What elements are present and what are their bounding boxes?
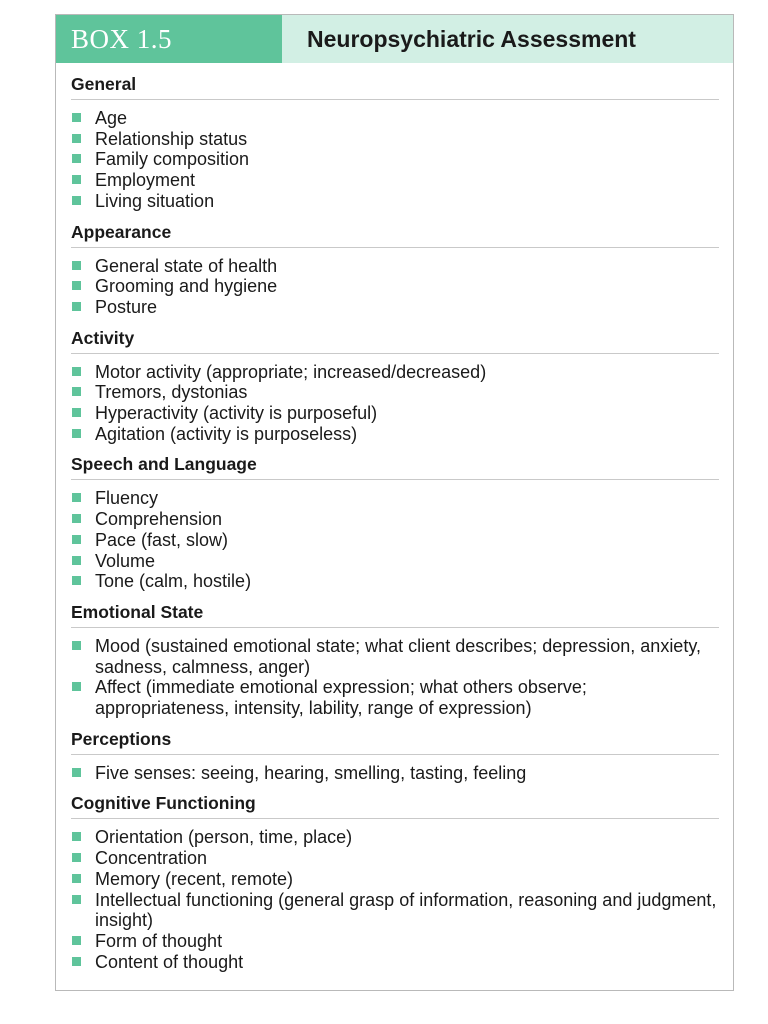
square-bullet-icon [72,429,81,438]
list-item-text: Five senses: seeing, hearing, smelling, tasting, feeling [95,762,527,783]
list-item [71,108,719,129]
list-item-text: Intellectual functioning (general grasp of information, reasoning and judgment, insight) [95,889,717,931]
square-bullet-icon [72,768,81,777]
list-item [71,931,719,952]
list-item [71,382,719,403]
square-bullet-icon [72,957,81,966]
square-bullet-icon [72,281,81,290]
square-bullet-icon [72,682,81,691]
list-item [71,571,719,592]
list-item [71,890,719,931]
list-item-text: Fluency [95,488,159,509]
box-content [56,63,733,972]
list-item-text: Posture [95,296,158,317]
list-item [71,827,719,848]
list-item [71,170,719,191]
section-list-perceptions [71,763,719,784]
square-bullet-icon [72,895,81,904]
section-heading-general: General [71,73,719,100]
box-number-label: BOX 1.5 [56,15,282,63]
list-item [71,530,719,551]
square-bullet-icon [72,556,81,565]
square-bullet-icon [72,936,81,945]
section-heading-speech-and-language: Speech and Language [71,453,719,480]
list-item [71,488,719,509]
section-heading-perceptions: Perceptions [71,728,719,755]
list-item [71,276,719,297]
list-item-text: Grooming and hygiene [95,276,278,297]
square-bullet-icon [72,832,81,841]
square-bullet-icon [72,154,81,163]
list-item [71,509,719,530]
list-item [71,362,719,383]
list-item-text: Tremors, dystonias [95,382,248,403]
square-bullet-icon [72,134,81,143]
square-bullet-icon [72,113,81,122]
list-item-text: Agitation (activity is purposeless) [95,423,358,444]
square-bullet-icon [72,853,81,862]
square-bullet-icon [72,367,81,376]
square-bullet-icon [72,874,81,883]
list-item-text: Employment [95,170,196,191]
list-item-text: Comprehension [95,509,223,530]
square-bullet-icon [72,535,81,544]
list-item-text: Pace (fast, slow) [95,529,229,550]
list-item-text: Content of thought [95,951,244,972]
square-bullet-icon [72,387,81,396]
square-bullet-icon [72,408,81,417]
list-item [71,424,719,445]
list-item-text: Age [95,108,128,128]
list-item-text: Memory (recent, remote) [95,868,294,889]
section-heading-activity: Activity [71,327,719,354]
list-item-text: Mood (sustained emotional state; what client describes; depression, anxiety, sadness, calmness, anger) [95,635,701,677]
list-item-text: Form of thought [95,930,223,951]
box-header [56,15,733,63]
section-list-cognitive-functioning [71,827,719,972]
list-item-text: Volume [95,550,156,571]
list-item [71,952,719,973]
section-heading-appearance: Appearance [71,221,719,248]
list-item-text: Tone (calm, hostile) [95,571,252,592]
list-item [71,149,719,170]
list-item-text: Concentration [95,848,208,869]
square-bullet-icon [72,493,81,502]
square-bullet-icon [72,196,81,205]
list-item [71,848,719,869]
section-list-activity [71,362,719,445]
square-bullet-icon [72,302,81,311]
list-item [71,869,719,890]
section-list-speech-and-language [71,488,719,592]
section-list-emotional-state [71,636,719,719]
list-item [71,763,719,784]
section-heading-cognitive-functioning: Cognitive Functioning [71,792,719,819]
section-list-appearance [71,256,719,318]
list-item-text: Affect (immediate emotional expression; what others observe; appropriateness, intensity, lability, range of expression) [95,677,587,719]
assessment-box [55,14,734,991]
list-item [71,191,719,212]
section-heading-emotional-state: Emotional State [71,601,719,628]
square-bullet-icon [72,175,81,184]
list-item-text: Relationship status [95,128,248,149]
list-item-text: Living situation [95,190,215,211]
list-item-text: General state of health [95,255,278,276]
list-item-text: Family composition [95,149,250,170]
square-bullet-icon [72,641,81,650]
list-item-text: Hyperactivity (activity is purposeful) [95,403,378,424]
list-item-text: Orientation (person, time, place) [95,827,353,848]
list-item [71,551,719,572]
square-bullet-icon [72,576,81,585]
box-title: Neuropsychiatric Assessment [282,15,733,63]
square-bullet-icon [72,261,81,270]
section-list-general [71,108,719,212]
list-item [71,129,719,150]
list-item-text: Motor activity (appropriate; increased/decreased) [95,361,487,382]
list-item [71,677,719,718]
list-item [71,256,719,277]
list-item [71,403,719,424]
square-bullet-icon [72,514,81,523]
list-item [71,297,719,318]
list-item [71,636,719,677]
